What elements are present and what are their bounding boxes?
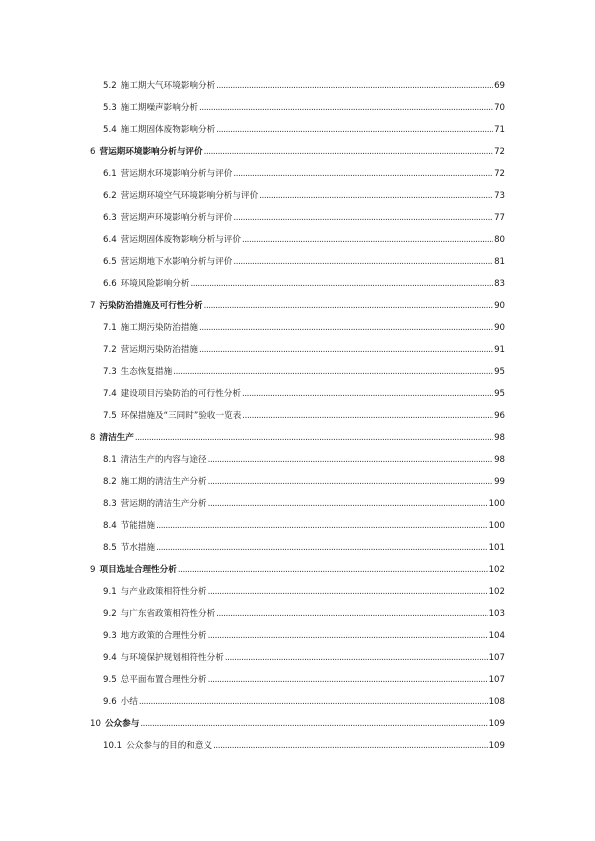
toc-section-entry[interactable] [0,361,595,383]
toc-entry-label [103,471,207,493]
toc-entry-title: 项目选址合理性分析 [99,565,177,575]
toc-entry-label [103,581,207,603]
toc-entry-number: 6.6 [103,279,117,289]
toc-entry-title: 营运期声环境影响分析与评价 [120,213,233,223]
toc-entry-number: 8.3 [103,499,117,509]
toc-section-entry[interactable] [0,317,595,339]
toc-section-entry[interactable] [0,163,595,185]
toc-page-number: 95 [494,367,505,377]
toc-entry-number: 5.2 [103,81,117,91]
toc-entry-label [103,97,198,119]
toc-dot-leader [208,625,488,647]
toc-entry-title: 与广东省政策相符性分析 [120,609,216,619]
toc-entry-number: 9.4 [103,653,117,663]
toc-section-entry[interactable] [0,471,595,493]
toc-entry-title: 环保措施及“三同时”验收一览表 [120,411,242,421]
toc-entry-label [103,669,207,691]
toc-section-entry[interactable] [0,625,595,647]
toc-entry-label [103,405,241,427]
toc-section-entry[interactable] [0,669,595,691]
toc-entry-number: 8.1 [103,455,117,465]
toc-section-entry[interactable] [0,405,595,427]
toc-dot-leader [259,185,493,207]
toc-dot-leader [216,75,493,97]
toc-dot-leader [139,691,488,713]
toc-section-entry[interactable] [0,119,595,141]
toc-page-number: 109 [488,719,505,729]
toc-entry-label [103,251,232,273]
toc-entry-number: 6 [90,147,96,157]
toc-entry-title: 总平面布置合理性分析 [120,675,207,685]
toc-entry-label [103,207,232,229]
toc-entry-title: 节水措施 [120,543,156,553]
toc-section-entry[interactable] [0,251,595,273]
toc-dot-leader [242,229,493,251]
toc-page-number: 96 [494,411,505,421]
toc-entry-label [103,537,155,559]
toc-chapter-entry[interactable] [0,427,595,449]
toc-dot-leader [199,317,493,339]
toc-entry-label [103,185,258,207]
toc-entry-label [103,449,207,471]
toc-section-entry[interactable] [0,603,595,625]
toc-page-number: 108 [488,697,505,707]
toc-entry-number: 6.3 [103,213,117,223]
toc-section-entry[interactable] [0,229,595,251]
toc-entry-label [103,75,215,97]
toc-entry-label [103,515,155,537]
toc-entry-label [103,229,241,251]
toc-dot-leader [233,251,493,273]
toc-page-number: 98 [494,433,505,443]
toc-dot-leader [199,339,493,361]
toc-section-entry[interactable] [0,493,595,515]
toc-dot-leader [156,537,488,559]
toc-section-entry[interactable] [0,537,595,559]
toc-entry-number: 8.5 [103,543,117,553]
toc-entry-title: 与环境保护规划相符性分析 [120,653,224,663]
toc-dot-leader [208,471,493,493]
toc-section-entry[interactable] [0,97,595,119]
toc-page-number: 98 [494,455,505,465]
toc-entry-number: 9.5 [103,675,117,685]
toc-entry-number: 6.2 [103,191,117,201]
toc-section-entry[interactable] [0,449,595,471]
toc-page-number: 101 [488,543,505,553]
toc-entry-number: 7.2 [103,345,117,355]
toc-page-number: 107 [488,653,505,663]
toc-page-number: 72 [494,147,505,157]
toc-entry-title: 施工期大气环境影响分析 [120,81,216,91]
toc-dot-leader [242,383,493,405]
toc-dot-leader [213,735,488,757]
toc-page-number: 91 [494,345,505,355]
toc-entry-label [90,427,134,449]
toc-dot-leader [156,515,488,537]
toc-section-entry[interactable] [0,647,595,669]
toc-section-entry[interactable] [0,339,595,361]
toc-entry-number: 7.4 [103,389,117,399]
toc-entry-title: 施工期固体废物影响分析 [120,125,216,135]
toc-entry-number: 5.4 [103,125,117,135]
toc-dot-leader [140,713,487,735]
toc-entry-label [103,691,138,713]
toc-dot-leader [242,405,493,427]
toc-page-number: 107 [488,675,505,685]
toc-entry-title: 清洁生产 [99,433,134,443]
toc-entry-title: 小结 [120,697,138,707]
toc-page-number: 100 [488,521,505,531]
toc-page-number: 100 [488,499,505,509]
toc-entry-title: 营运期的清洁生产分析 [120,499,207,509]
toc-page-number: 103 [488,609,505,619]
toc-section-entry[interactable] [0,273,595,295]
toc-entry-label [103,647,224,669]
toc-entry-title: 环境风险影响分析 [120,279,190,289]
toc-entry-number: 6.4 [103,235,117,245]
toc-entry-number: 8.4 [103,521,117,531]
toc-entry-number: 9.6 [103,697,117,707]
toc-entry-label [103,735,212,757]
toc-page-number: 80 [494,235,505,245]
toc-dot-leader [190,273,493,295]
toc-section-entry[interactable] [0,207,595,229]
toc-dot-leader [233,163,493,185]
toc-entry-number: 6.5 [103,257,117,267]
toc-entry-number: 5.3 [103,103,117,113]
toc-page-number: 81 [494,257,505,267]
table-of-contents [0,75,595,757]
toc-entry-label [90,559,177,581]
toc-chapter-entry[interactable] [0,295,595,317]
toc-page-number: 72 [494,169,505,179]
toc-entry-label [103,273,189,295]
toc-entry-title: 施工期的清洁生产分析 [120,477,207,487]
toc-entry-number: 6.1 [103,169,117,179]
toc-entry-label [103,383,241,405]
toc-entry-title: 建设项目污染防治的可行性分析 [120,389,241,399]
toc-entry-title: 公众参与 [104,719,140,729]
toc-entry-title: 营运期环境空气环境影响分析与评价 [120,191,259,201]
toc-entry-title: 公众参与的目的和意义 [126,741,213,751]
toc-section-entry[interactable] [0,185,595,207]
toc-entry-number: 9.3 [103,631,117,641]
toc-entry-title: 地方政策的合理性分析 [120,631,207,641]
toc-page-number: 102 [488,565,505,575]
toc-dot-leader [204,295,493,317]
toc-dot-leader [216,119,493,141]
toc-entry-title: 营运期污染防治措施 [120,345,199,355]
toc-dot-leader [208,669,488,691]
toc-entry-number: 7.1 [103,323,117,333]
toc-entry-label [90,141,203,163]
toc-entry-title: 施工期噪声影响分析 [120,103,199,113]
toc-page-number: 102 [488,587,505,597]
toc-page-number: 104 [488,631,505,641]
toc-entry-number: 7.3 [103,367,117,377]
toc-dot-leader [233,207,493,229]
toc-dot-leader [216,603,487,625]
toc-entry-label [103,625,207,647]
toc-page-number: 69 [494,81,505,91]
toc-page-number: 71 [494,125,505,135]
toc-entry-label [103,119,215,141]
toc-entry-title: 施工期污染防治措施 [120,323,199,333]
toc-page-number: 90 [494,323,505,333]
toc-entry-label [103,163,232,185]
toc-section-entry[interactable] [0,735,595,757]
toc-entry-label [103,603,215,625]
toc-entry-number: 8 [90,433,96,443]
toc-entry-label [103,493,207,515]
toc-dot-leader [208,581,488,603]
toc-entry-number: 10 [90,719,101,729]
toc-page-number: 99 [494,477,505,487]
toc-entry-title: 节能措施 [120,521,156,531]
toc-entry-label [103,361,172,383]
toc-entry-label [90,295,203,317]
toc-chapter-entry[interactable] [0,559,595,581]
toc-chapter-entry[interactable] [0,713,595,735]
toc-dot-leader [178,559,488,581]
toc-entry-number: 10.1 [103,741,123,751]
toc-page-number: 70 [494,103,505,113]
toc-entry-label [103,317,198,339]
toc-entry-number: 8.2 [103,477,117,487]
toc-section-entry[interactable] [0,515,595,537]
toc-dot-leader [225,647,488,669]
toc-entry-number: 7.5 [103,411,117,421]
toc-entry-number: 9 [90,565,96,575]
toc-section-entry[interactable] [0,691,595,713]
toc-entry-title: 营运期水环境影响分析与评价 [120,169,233,179]
toc-entry-title: 生态恢复措施 [120,367,173,377]
toc-dot-leader [173,361,493,383]
toc-entry-number: 7 [90,301,96,311]
toc-section-entry[interactable] [0,581,595,603]
toc-dot-leader [135,427,493,449]
toc-page-number: 83 [494,279,505,289]
toc-entry-label [90,713,139,735]
toc-page-number: 109 [488,741,505,751]
toc-page-number: 73 [494,191,505,201]
toc-entry-title: 清洁生产的内容与途径 [120,455,207,465]
toc-page-number: 95 [494,389,505,399]
toc-entry-title: 营运期地下水影响分析与评价 [120,257,233,267]
toc-dot-leader [204,141,493,163]
toc-entry-title: 营运期环境影响分析与评价 [99,147,203,157]
toc-entry-title: 营运期固体废物影响分析与评价 [120,235,241,245]
toc-page-number: 77 [494,213,505,223]
toc-section-entry[interactable] [0,75,595,97]
toc-entry-number: 9.1 [103,587,117,597]
toc-dot-leader [208,493,488,515]
toc-dot-leader [208,449,493,471]
toc-chapter-entry[interactable] [0,141,595,163]
toc-dot-leader [199,97,493,119]
toc-entry-number: 9.2 [103,609,117,619]
toc-section-entry[interactable] [0,383,595,405]
toc-entry-label [103,339,198,361]
toc-page-number: 90 [494,301,505,311]
toc-entry-title: 与产业政策相符性分析 [120,587,207,597]
toc-entry-title: 污染防治措施及可行性分析 [99,301,203,311]
